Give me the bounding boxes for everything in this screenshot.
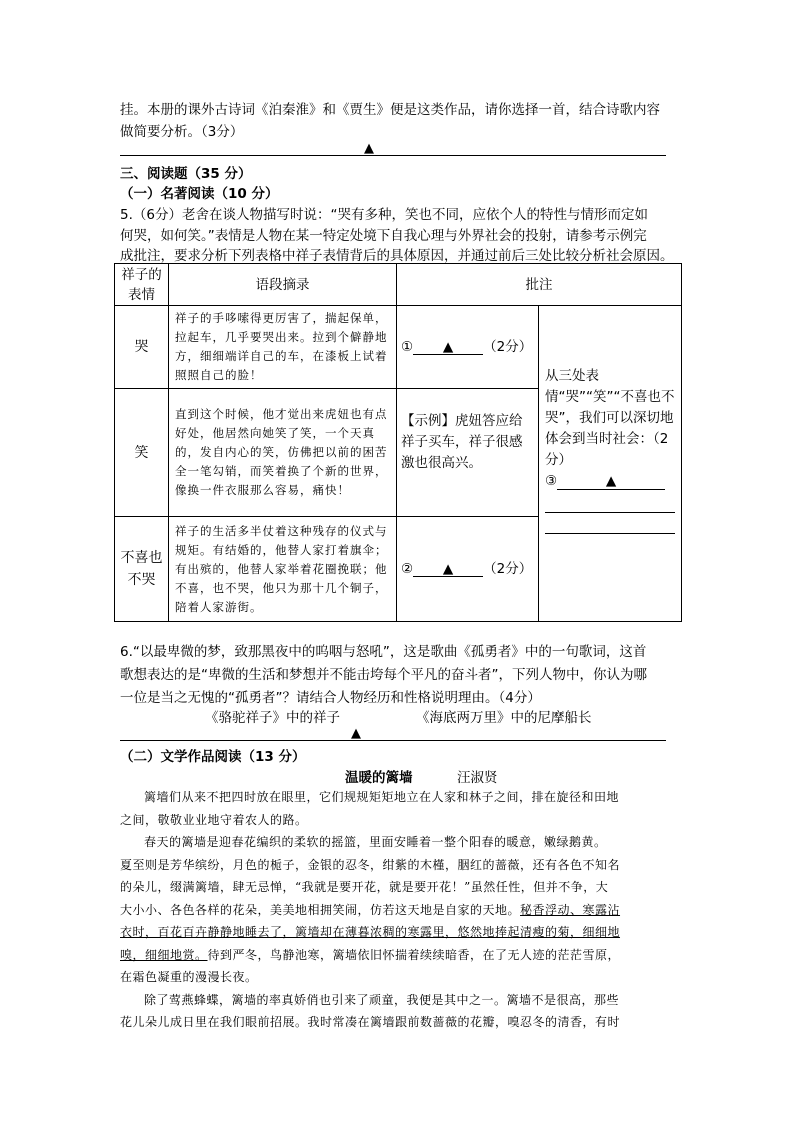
para-3-line-2: 花儿朵儿成日里在我们眼前招展。我时常凑在篱墙跟前数蔷薇的花瓣，嗅忍冬的清香，有时 [120,1015,621,1029]
note-neutral [397,517,539,622]
note-cry-blank [413,340,483,355]
note-cry-number: ① [401,339,414,355]
quote-smile: 直到这个时候，他才觉出来虎妞也有点好处，他居然向她笑了笑，一个天真的，发自内心的笑，仿佛把以前的困苦全一笔勾销，而笑着换了个新的世界，像换一件衣服那么容易，痛快！ [169,389,397,517]
summary-text: 从三处表情“哭”“笑”“不喜也不哭”，我们可以深切地体会到当时社会：（2分） [545,368,675,468]
summary-answer-line-2 [545,492,675,513]
para-1 [120,786,676,831]
q5-line-2: 何哭，如何笑。”表情是人物在某一特定处境下自我心理与外界社会的投射，请参考示例完 [120,228,647,244]
q6-option-1: 《骆驼祥子》中的祥子 [205,710,340,726]
para-2-underlined-end: 嗅，细细地赏。 [120,947,208,962]
article-body [120,786,676,1034]
header-face: 祥子的表情 [115,264,169,306]
header-quote: 语段摘录 [169,264,397,306]
para-2-line-3: 的朵儿，缀满篱墙，肆无忌惮，“我就是要开花，就是要开花！”虽然任性，但并不争，大 [120,880,609,894]
para-2-underlined-start: 秘香浮动、寒露沾 [520,902,621,917]
subsection-title-2: （二）文学作品阅读（13 分） [120,749,306,765]
note-smile: 【示例】虎妞答应给祥子买车，祥子很感激也很高兴。 [397,389,539,517]
article-title: 温暖的篱墙 [345,770,413,786]
q5-line-1: 5.（6分）老舍在谈人物描写时说：“哭有多种，笑也不同，应依个人的特性与情形而定如 [120,207,648,223]
para-2 [120,831,676,989]
face-neutral: 不喜也不哭 [115,517,169,622]
q5-line-3: 成批注，要求分析下列表格中祥子表情背后的具体原因，并通过前后三处比较分析社会原因。 [120,248,674,264]
face-cry: 哭 [115,306,169,389]
article-author: 汪淑贤 [457,770,498,786]
para-3 [120,989,676,1034]
summary-marker: ▲ [605,473,617,489]
q6-line-2: 歌想表达的是“卑微的生活和梦想并不能击垮每个平凡的奋斗者”，下列人物中，你认为哪 [120,667,647,683]
summary-blank [557,474,665,490]
summary-number: ③ [545,473,558,489]
para-2-line-2: 夏至则是芳华缤纷，月色的栀子，金银的忍冬，绀紫的木槿，胭红的蔷薇，还有各色不知名 [120,857,621,872]
q6-option-2: 《海底两万里》中的尼摩船长 [416,710,592,726]
section-title: 三、阅读题（35 分） [120,166,252,182]
para-2-line-6: 待到严冬，鸟静池寒，篱墙依旧怀揣着续续暗香，在了无人迹的茫茫雪原， [207,947,621,962]
q6-line-3: 一位是当之无愧的“孤勇者”？请结合人物经历和性格说明理由。（4分） [120,690,541,706]
note-cry-score: （2分） [483,339,533,355]
note-cry-marker: ▲ [442,339,454,355]
para-2-line-7: 在霜色凝重的漫漫长夜。 [120,970,258,984]
answer-marker: ▲ [364,141,374,156]
quote-neutral: 祥子的生活多半仗着这种残存的仪式与规矩。有结婚的，他替人家打着旗伞；有出殡的，他替人家举着花圈挽联；他不喜，也不哭，他只为那十几个铜子，陪着人家游街。 [169,517,397,622]
para-3-line-1: 除了莺燕蜂蝶，篱墙的率真娇俏也引来了顽童，我便是其中之一。篱墙不是很高，那些 [144,992,620,1007]
intro-line-2: 做简要分析。（3分） [120,124,244,140]
intro-line-1: 挂。本册的课外古诗词《泊秦淮》和《贾生》便是这类作品，请你选择一首，结合诗歌内容 [120,102,660,118]
q6-line-1: 6.“以最卑微的梦，致那黑夜中的呜咽与怒吼”，这是歌曲《孤勇者》中的一句歌词，这首 [120,644,647,660]
para-2-underlined-line: 衣时，百花百卉静静地睡去了，篱墙却在薄暮浓稠的寒露里，悠然地捧起清瘦的菊，细细地 [120,925,621,939]
para-1-line-1: 篱墙们从来不把四时放在眼里，它们规规矩矩地立在人家和林子之间，排在旋径和田地 [144,790,620,804]
note-cry [397,306,539,389]
note-neutral-number: ② [401,561,414,577]
summary-answer-line-3 [545,513,675,534]
quote-cry: 祥子的手哆嗦得更厉害了，揣起保单，拉起车，几乎要哭出来。拉到个僻静地方，细细端详自己的车，在漆板上试着照照自己的脸！ [169,306,397,389]
para-2-line-1: 春天的篱墙是迎春花编织的柔软的摇篮，里面安睡着一整个阳春的暖意，嫩绿鹅黄。 [144,835,607,849]
para-1-line-2: 之间，敬敬业业地守着农人的路。 [120,812,308,827]
face-smile: 笑 [115,389,169,517]
note-neutral-score: （2分） [483,561,533,577]
q6-answer-marker: ▲ [351,726,361,741]
subsection-title-1: （一）名著阅读（10 分） [120,186,279,202]
note-summary [539,306,682,622]
note-neutral-blank [413,562,483,577]
q6-answer-line [120,740,666,741]
annotation-table [114,263,682,622]
answer-line [120,155,666,156]
header-note: 批注 [397,264,682,306]
note-neutral-marker: ▲ [442,561,454,577]
para-2-line-4: 大小小、各色各样的花朵，美美地相拥笑闹，仿若这天地是自家的天地。 [120,902,521,917]
